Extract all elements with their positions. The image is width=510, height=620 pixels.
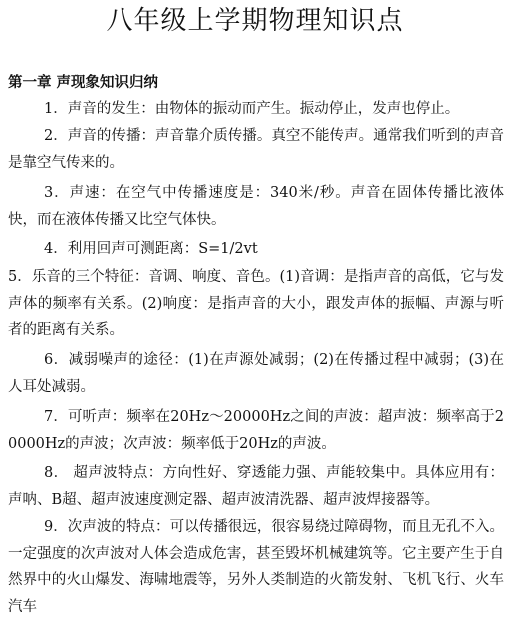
paragraph-4: 4．利用回声可测距离：S=1/2vt <box>44 241 258 257</box>
paragraph-5: 5．乐音的三个特征：音调、响度、音色。(1)音调：是指声音的高低，它与发声体的频率有关系。(2)响度：是指声音的大小，跟发声体的振幅、声源与听者的距离有关系。 <box>8 269 504 338</box>
paragraph-1: 1．声音的发生：由物体的振动而产生。振动停止，发声也停止。 <box>44 101 460 117</box>
paragraph-2: 2．声音的传播：声音靠介质传播。真空不能传声。通常我们听到的声音是靠空气传来的。 <box>8 128 504 171</box>
paragraph-3: 3．声速：在空气中传播速度是：340米/秒。声音在固体传播比液体快，而在液体传播又比空气体快。 <box>8 185 504 228</box>
paragraph-9: 9．次声波的特点：可以传播很远，很容易绕过障碍物，而且无孔不入。一定强度的次声波对人体会造成危害，甚至毁坏机械建筑等。它主要产生于自然界中的火山爆发、海啸地震等，另外人类制造的火箭发射、飞机飞行、火车汽车 <box>8 519 504 615</box>
chapter-heading: 第一章 声现象知识归纳 <box>8 74 159 91</box>
document-title: 八年级上学期物理知识点 <box>106 6 404 36</box>
paragraph-6: 6．减弱噪声的途径：(1)在声源处减弱；(2)在传播过程中减弱；(3)在人耳处减弱。 <box>8 352 504 395</box>
paragraph-7: 7．可听声：频率在20Hz～20000Hz之间的声波：超声波：频率高于20000Hz的声波；次声波：频率低于20Hz的声波。 <box>8 409 504 452</box>
paragraph-8: 8． 超声波特点：方向性好、穿透能力强、声能较集中。具体应用有：声呐、B超、超声波速度测定器、超声波清洗器、超声波焊接器等。 <box>8 465 504 508</box>
